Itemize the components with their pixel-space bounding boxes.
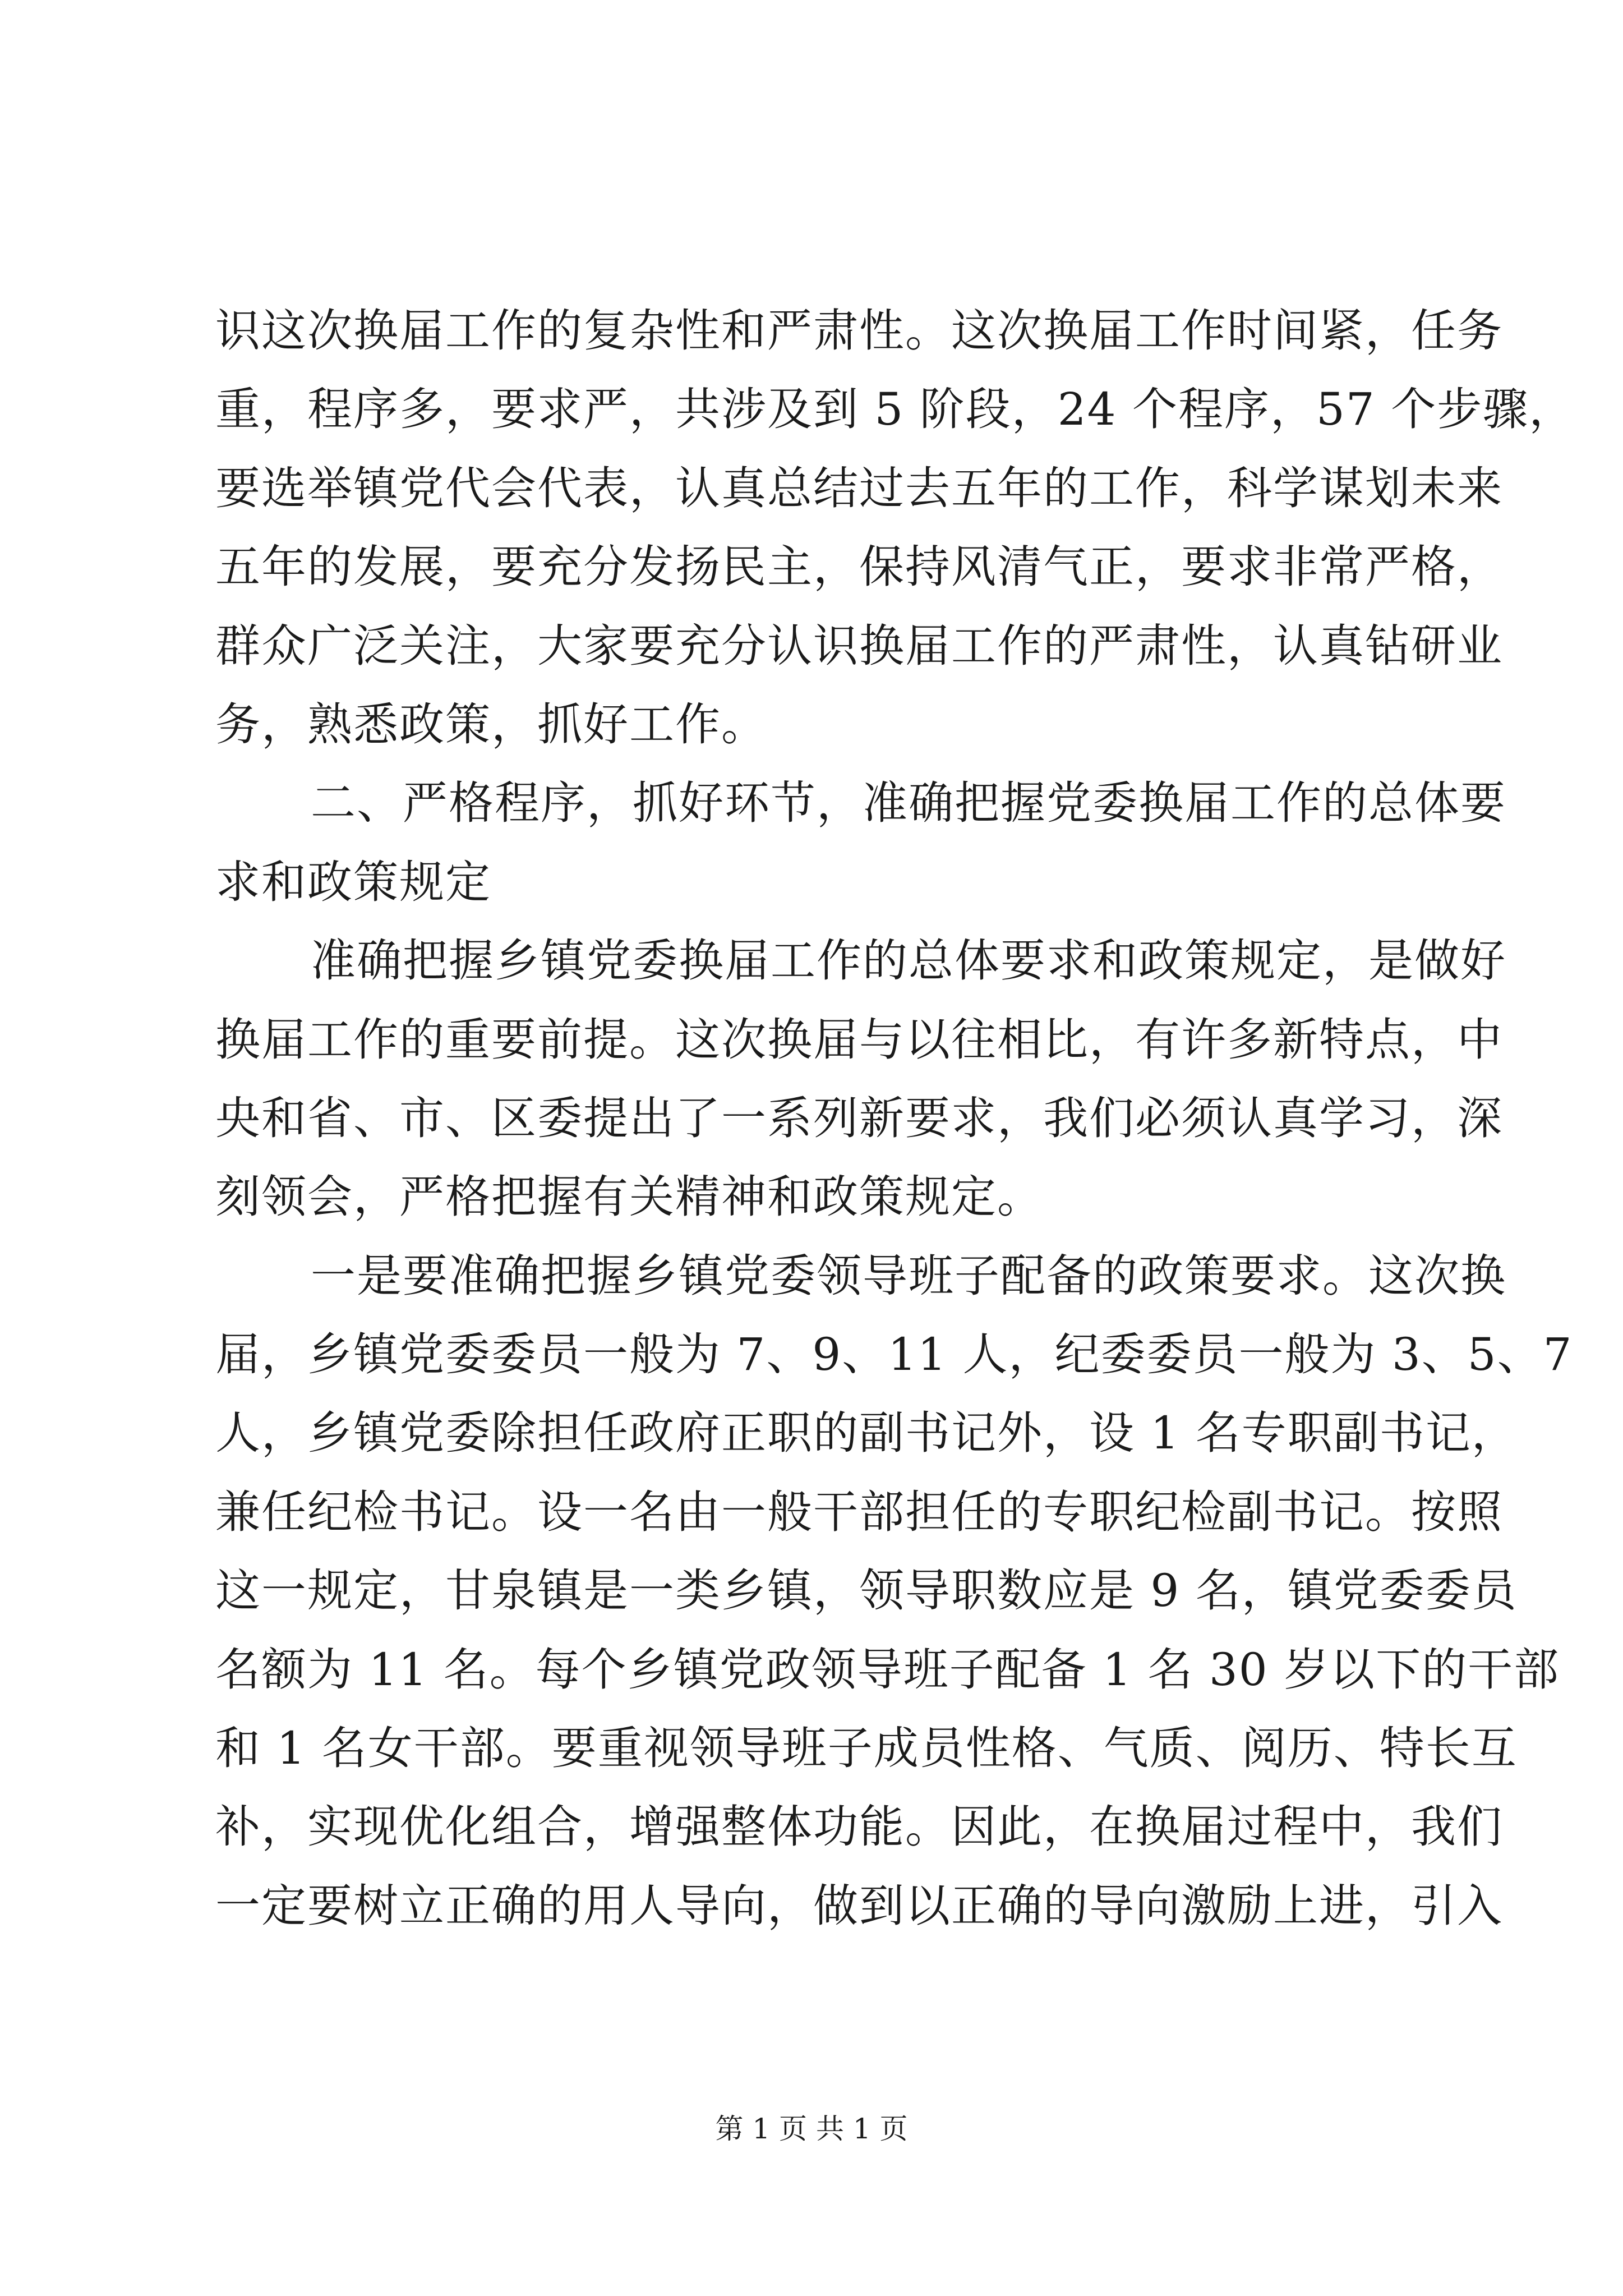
text-line: 这一规定，甘泉镇是一类乡镇，领导职数应是 9 名，镇党委委员 (215, 1565, 1518, 1617)
page-number-footer: 第 1 页 共 1 页 (715, 2113, 908, 2145)
text-line: 和 1 名女干部。要重视领导班子成员性格、气质、阅历、特长互 (215, 1722, 1518, 1775)
text-line: 重，程序多，要求严，共涉及到 5 阶段，24 个程序，57 个步骤， (215, 383, 1575, 436)
text-line: 兼任纪检书记。设一名由一般干部担任的专职纪检副书记。按照 (215, 1485, 1503, 1538)
section-heading-line: 求和政策规定 (215, 855, 491, 908)
document-body (215, 292, 1575, 1945)
text-line: 务，熟悉政策，抓好工作。 (215, 698, 767, 751)
text-line: 一定要树立正确的用人导向，做到以正确的导向激励上进，引入 (215, 1879, 1503, 1932)
text-line: 要选举镇党代会代表，认真总结过去五年的工作，科学谋划未来 (215, 462, 1503, 514)
text-line: 人，乡镇党委除担任政府正职的副书记外，设 1 名专职副书记， (215, 1407, 1518, 1460)
text-line: 准确把握乡镇党委换届工作的总体要求和政策规定，是做好 (311, 935, 1506, 987)
text-line: 届，乡镇党委委员一般为 7、9、11 人，纪委委员一般为 3、5、7 (215, 1328, 1573, 1381)
text-line: 刻领会，严格把握有关精神和政策规定。 (215, 1171, 1043, 1223)
text-line: 央和省、市、区委提出了一系列新要求，我们必须认真学习，深 (215, 1092, 1503, 1144)
text-line: 识这次换届工作的复杂性和严肃性。这次换届工作时间紧，任务 (215, 305, 1503, 357)
text-line: 一是要准确把握乡镇党委领导班子配备的政策要求。这次换 (311, 1249, 1506, 1302)
text-line: 换届工作的重要前提。这次换届与以往相比，有许多新特点，中 (215, 1013, 1503, 1066)
text-line: 补，实现优化组合，增强整体功能。因此，在换届过程中，我们 (215, 1801, 1503, 1853)
text-line: 名额为 11 名。每个乡镇党政领导班子配备 1 名 30 岁以下的干部 (215, 1643, 1560, 1696)
section-heading-line: 二、严格程序，抓好环节，准确把握党委换届工作的总体要 (311, 777, 1506, 830)
text-line: 五年的发展，要充分发扬民主，保持风清气正，要求非常严格， (215, 541, 1503, 593)
text-line: 群众广泛关注，大家要充分认识换届工作的严肃性，认真钻研业 (215, 619, 1503, 672)
